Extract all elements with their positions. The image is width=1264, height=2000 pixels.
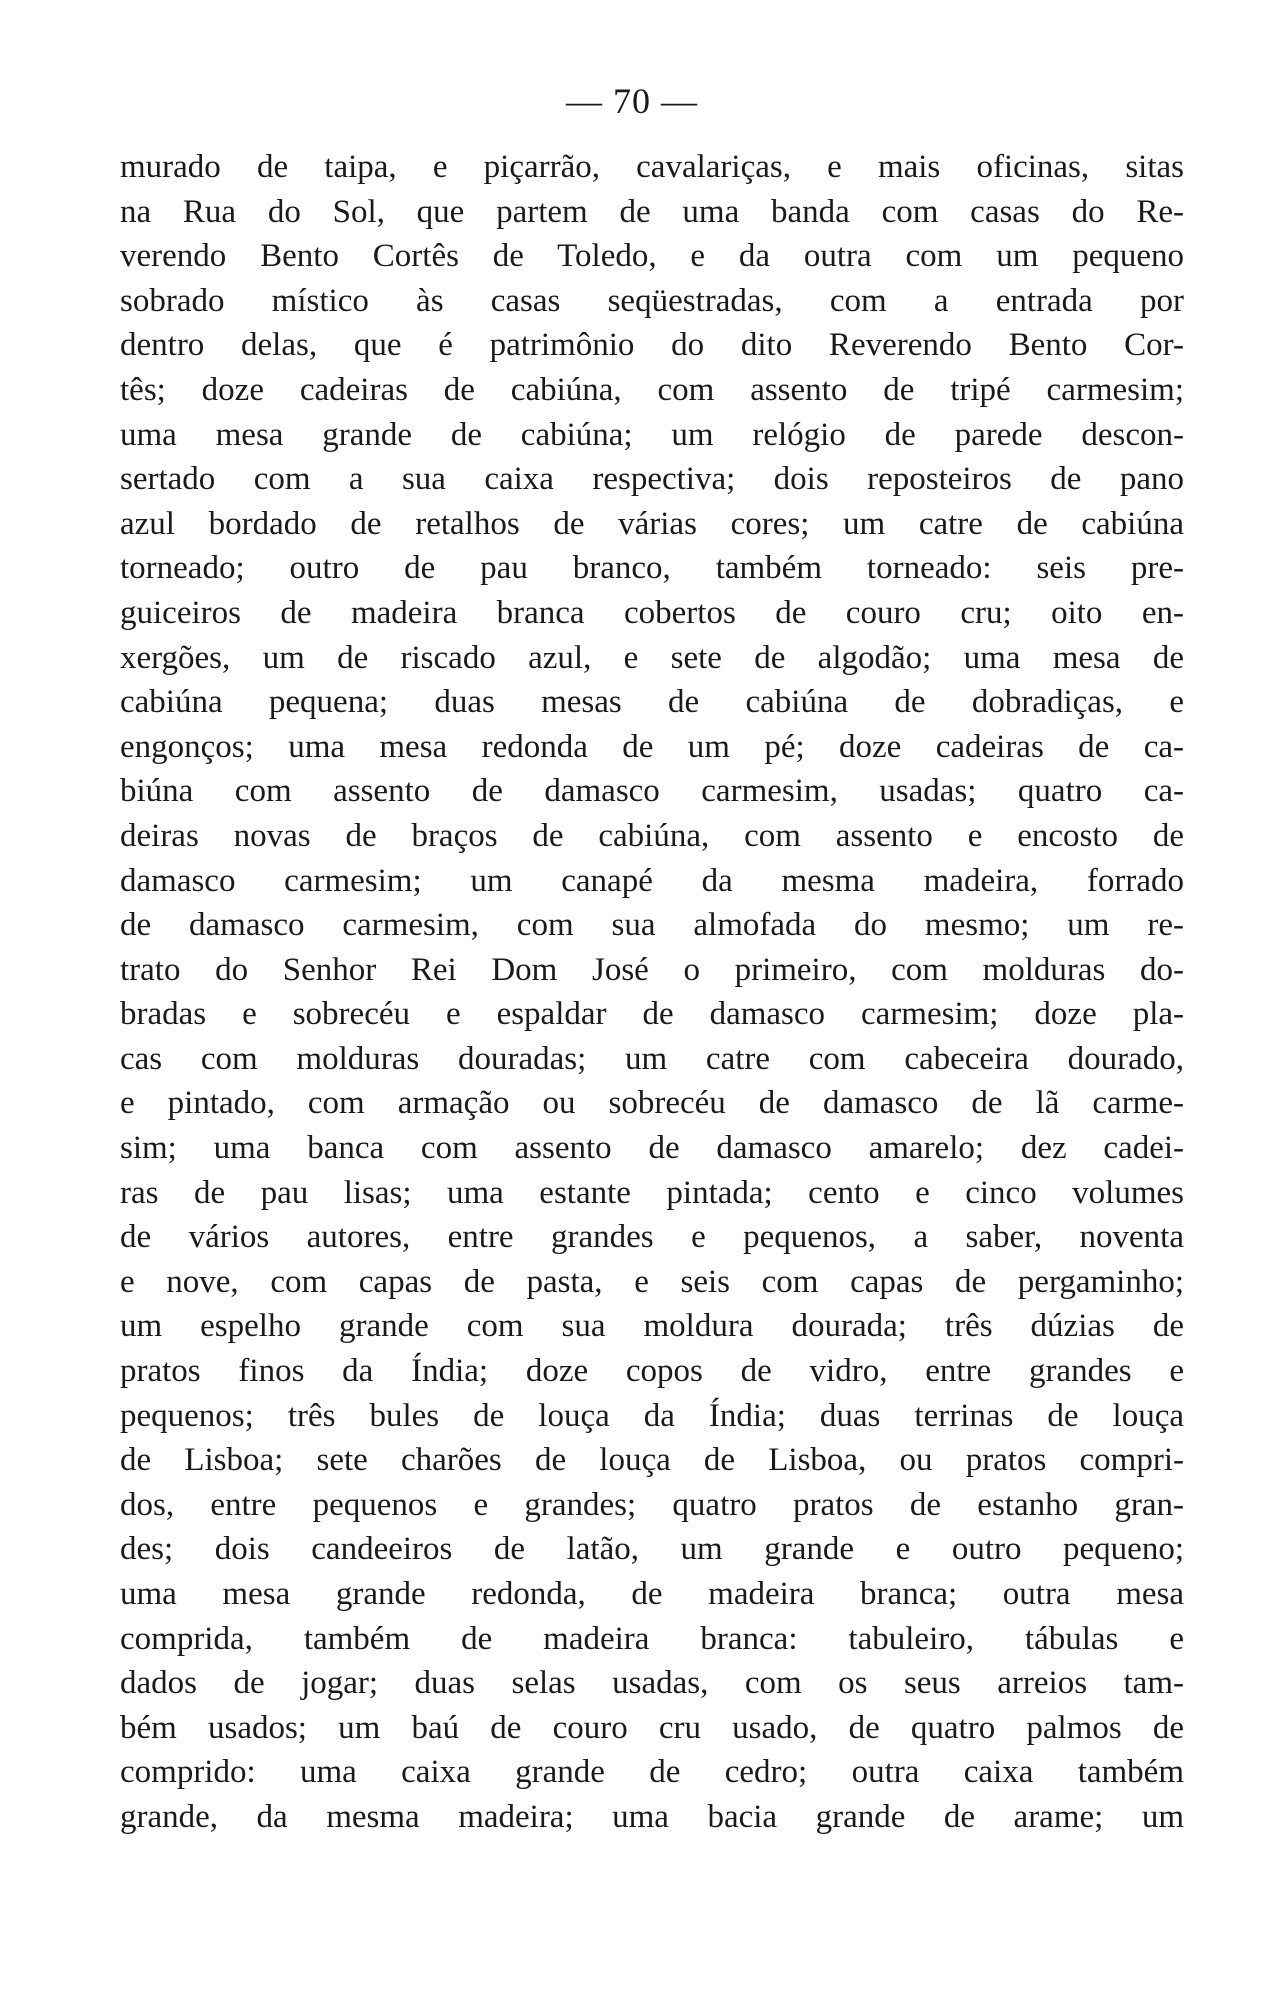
text-line: engonços; uma mesa redonda de um pé; doze cadeiras de ca- [120, 728, 1184, 765]
text-line: dados de jogar; duas selas usadas, com os seus arreios tam- [120, 1665, 1184, 1702]
text-line: sim; uma banca com assento de damasco amarelo; dez cadei- [120, 1130, 1184, 1167]
text-line: bradas e sobrecéu e espaldar de damasco carmesim; doze pla- [120, 996, 1184, 1033]
text-line: deiras novas de braços de cabiúna, com assento e encosto de [120, 817, 1184, 854]
text-line: de vários autores, entre grandes e pequenos, a saber, noventa [120, 1219, 1184, 1256]
text-line: e pintado, com armação ou sobrecéu de damasco de lã carme- [120, 1085, 1184, 1122]
text-line: trato do Senhor Rei Dom José o primeiro, com molduras do- [120, 951, 1184, 988]
text-line: um espelho grande com sua moldura dourada; três dúzias de [120, 1308, 1184, 1345]
text-line: e nove, com capas de pasta, e seis com capas de pergaminho; [120, 1263, 1184, 1300]
text-line: damasco carmesim; um canapé da mesma madeira, forrado [120, 862, 1184, 899]
text-line: cas com molduras douradas; um catre com cabeceira dourado, [120, 1040, 1184, 1077]
text-line: pratos finos da Índia; doze copos de vidro, entre grandes e [120, 1353, 1184, 1390]
text-line: na Rua do Sol, que partem de uma banda com casas do Re- [120, 193, 1184, 230]
text-line: murado de taipa, e piçarrão, cavalariças, e mais oficinas, sitas [120, 149, 1184, 185]
text-line: grande, da mesma madeira; uma bacia grande de arame; um [120, 1798, 1184, 1835]
text-line: tês; doze cadeiras de cabiúna, com assento de tripé carmesim; [120, 371, 1184, 408]
body-text [120, 145, 1184, 1840]
text-line: torneado; outro de pau branco, também torneado: seis pre- [120, 550, 1184, 587]
text-line: dos, entre pequenos e grandes; quatro pratos de estanho gran- [120, 1486, 1184, 1523]
text-line: comprida, também de madeira branca: tabuleiro, tábulas e [120, 1620, 1184, 1657]
text-line: sobrado místico às casas seqüestradas, com a entrada por [120, 282, 1184, 319]
text-line: uma mesa grande redonda, de madeira branca; outra mesa [120, 1576, 1184, 1612]
text-line: sertado com a sua caixa respectiva; dois reposteiros de pano [120, 461, 1184, 498]
text-line: xergões, um de riscado azul, e sete de algodão; uma mesa de [120, 639, 1184, 676]
text-line: azul bordado de retalhos de várias cores; um catre de cabiúna [120, 505, 1184, 542]
text-line: verendo Bento Cortês de Toledo, e da outra com um pequeno [120, 238, 1184, 275]
text-line: de Lisboa; sete charões de louça de Lisboa, ou pratos compri- [120, 1442, 1184, 1479]
text-line: comprido: uma caixa grande de cedro; outra caixa também [120, 1754, 1184, 1791]
page-number: — 70 — [566, 81, 698, 121]
text-line: pequenos; três bules de louça da Índia; duas terrinas de louça [120, 1397, 1184, 1434]
text-line: biúna com assento de damasco carmesim, usadas; quatro ca- [120, 773, 1184, 810]
text-line: des; dois candeeiros de latão, um grande e outro pequeno; [120, 1531, 1184, 1568]
text-line: guiceiros de madeira branca cobertos de couro cru; oito en- [120, 594, 1184, 631]
text-line: dentro delas, que é patrimônio do dito Reverendo Bento Cor- [120, 327, 1184, 364]
text-line: uma mesa grande de cabiúna; um relógio de parede descon- [120, 416, 1184, 453]
text-line: cabiúna pequena; duas mesas de cabiúna de dobradiças, e [120, 684, 1184, 721]
text-line: ras de pau lisas; uma estante pintada; cento e cinco volumes [120, 1174, 1184, 1211]
text-line: de damasco carmesim, com sua almofada do mesmo; um re- [120, 907, 1184, 944]
text-line: bém usados; um baú de couro cru usado, de quatro palmos de [120, 1709, 1184, 1746]
